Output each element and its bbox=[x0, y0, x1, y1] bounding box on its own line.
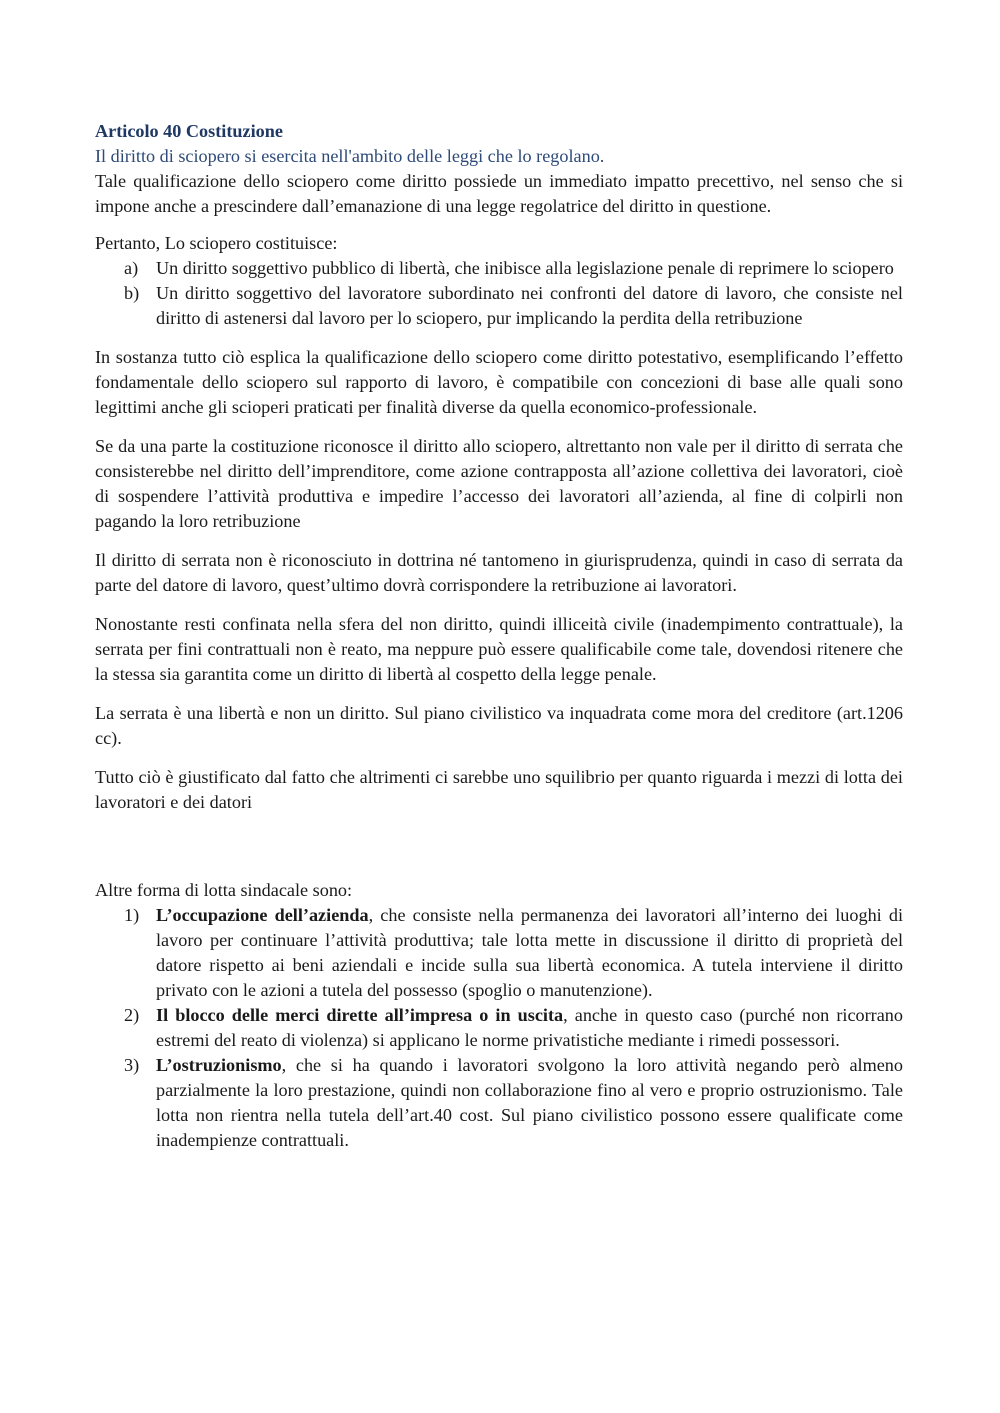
article-title: Articolo 40 Costituzione bbox=[95, 121, 283, 141]
list-marker: b) bbox=[124, 283, 140, 303]
list-item bbox=[95, 903, 903, 1003]
list-marker: a) bbox=[124, 258, 139, 278]
list-intro-paragraph: Pertanto, Lo sciopero costituisce: bbox=[95, 233, 338, 253]
body-paragraph: In sostanza tutto ciò esplica la qualificazione dello sciopero come diritto potestativo, esemplificando l’effetto fondamentale dello sciopero sul rapporto di lavoro, è compatibile con concezioni di base alle quali sono legittimi anche gli scioperi praticati per finalità diverse da quella economico-professionale. bbox=[95, 347, 903, 417]
body-paragraph: La serrata è una libertà e non un diritto. Sul piano civilistico va inquadrata come mora del creditore (art.1206 cc). bbox=[95, 703, 903, 748]
list-marker: 3) bbox=[124, 1055, 140, 1075]
body-paragraph: Se da una parte la costituzione riconosce il diritto allo sciopero, altrettanto non vale per il diritto di serrata che consisterebbe nel diritto dell’imprenditore, come azione contrapposta all’azione collettiva dei lavoratori, cioè di sospendere l’attività produttiva e impedire l’accesso dei lavoratori all’azienda, al fine di colpirli non pagando la loro retribuzione bbox=[95, 436, 903, 531]
numbered-list bbox=[95, 903, 903, 1153]
list-item-term: Il blocco delle merci dirette all’impresa o in uscita bbox=[156, 1005, 564, 1025]
list-item bbox=[95, 1053, 903, 1153]
list-item-text: Un diritto soggettivo del lavoratore subordinato nei confronti del datore di lavoro, che consiste nel diritto di astenersi dal lavoro per lo sciopero, pur implicando la perdita della retribuzione bbox=[156, 283, 903, 328]
list-item-text: , che si ha quando i lavoratori svolgono la loro attività negando però almeno parzialmente la loro prestazione, quindi non collaborazione fino al vero e proprio ostruzionismo. Tale lotta non rientra nella tutela dell’art.40 cost. Sul piano civilistico possono essere qualificate come inadempienze contrattuali. bbox=[156, 1055, 903, 1150]
list-item bbox=[95, 1003, 903, 1053]
body-paragraph: Il diritto di serrata non è riconosciuto in dottrina né tantomeno in giurisprudenza, quindi in caso di serrata da parte del datore di lavoro, quest’ultimo dovrà corrispondere la retribuzione ai lavoratori. bbox=[95, 550, 903, 595]
list-item-term: L’occupazione dell’azienda bbox=[156, 905, 369, 925]
list-intro-paragraph: Altre forma di lotta sindacale sono: bbox=[95, 880, 353, 900]
list-marker: 2) bbox=[124, 1005, 140, 1025]
list-item-text: , anche in questo caso (purché non ricorrano estremi del reato di violenza) si applicano le norme privatistiche mediante i rimedi possessori. bbox=[156, 1005, 903, 1050]
intro-paragraph: Tale qualificazione dello sciopero come diritto possiede un immediato impatto precettivo, nel senso che si impone anche a prescindere dall’emanazione di una legge regolatrice del diritto in questione. bbox=[95, 171, 903, 216]
lettered-list bbox=[95, 256, 903, 331]
list-item-text: Un diritto soggettivo pubblico di libertà, che inibisce alla legislazione penale di reprimere lo sciopero bbox=[156, 258, 894, 278]
list-item-text: , che consiste nella permanenza dei lavoratori all’interno dei luoghi di lavoro per continuare l’attività produttiva; tale lotta mette in discussione il diritto di proprietà del datore rispetto ai beni aziendali e incide sulla sua libertà economica. A tutela interviene il diritto privato con le azioni a tutela del possesso (spoglio o manutenzione). bbox=[156, 905, 904, 1000]
list-marker: 1) bbox=[124, 905, 140, 925]
body-paragraph: Nonostante resti confinata nella sfera del non diritto, quindi illiceità civile (inadempimento contrattuale), la serrata per fini contrattuali non è reato, ma neppure può essere qualificabile come tale, dovendosi ritenere che la stessa sia garantita come un diritto di libertà al cospetto della legge penale. bbox=[95, 614, 903, 684]
list-item bbox=[95, 256, 903, 281]
list-item bbox=[95, 281, 903, 331]
body-paragraph: Tutto ciò è giustificato dal fatto che altrimenti ci sarebbe uno squilibrio per quanto riguarda i mezzi di lotta dei lavoratori e dei datori bbox=[95, 767, 903, 812]
list-item-term: L’ostruzionismo bbox=[156, 1055, 282, 1075]
document-content bbox=[95, 119, 903, 1153]
article-subtitle: Il diritto di sciopero si esercita nell'ambito delle leggi che lo regolano. bbox=[95, 146, 605, 166]
